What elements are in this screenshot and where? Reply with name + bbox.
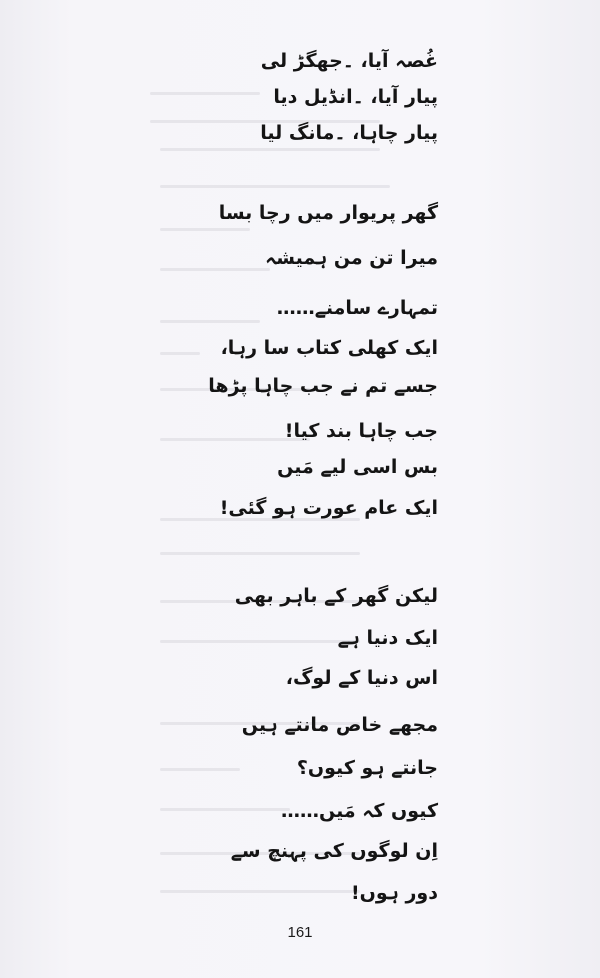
bleed-through-line	[160, 352, 200, 355]
poem-line: پیار چاہا، ۔مانگ لیا	[260, 122, 438, 144]
poem-line: اِن لوگوں کی پہنچ سے	[230, 840, 438, 862]
poem-line: میرا تن من ہمیشہ	[265, 247, 438, 269]
poem-line: بس اسی لیے مَیں	[277, 456, 438, 478]
poem-line: جسے تم نے جب چاہا پڑھا	[208, 375, 438, 397]
bleed-through-line	[160, 552, 360, 555]
bleed-through-line	[150, 92, 260, 95]
bleed-through-line	[160, 890, 360, 893]
poem-line: ایک کھلی کتاب سا رہا،	[220, 337, 438, 359]
bleed-through-line	[160, 185, 390, 188]
poem-line: مجھے خاص مانتے ہیں	[241, 714, 438, 736]
poem-line: جانتے ہو کیوں؟	[296, 757, 438, 779]
bleed-through-line	[160, 148, 380, 151]
poem-line: غُصہ آیا، ۔جھگڑ لی	[260, 50, 438, 72]
bleed-through-line	[160, 808, 290, 811]
bleed-through-line	[160, 268, 270, 271]
poem-line: اس دنیا کے لوگ،	[285, 667, 438, 689]
poem-line: لیکن گھر کے باہر بھی	[234, 585, 438, 607]
bleed-through-line	[160, 320, 260, 323]
poem-line: جب چاہا بند کیا!	[284, 420, 438, 442]
bleed-through-line	[160, 768, 240, 771]
poem-line: تمہارے سامنے……	[276, 297, 438, 319]
poem-line: ایک عام عورت ہو گئی!	[219, 497, 438, 519]
poem-line: کیوں کہ مَیں……	[281, 800, 438, 822]
page-number: 161	[287, 924, 313, 941]
poem-line: دور ہوں!	[350, 882, 438, 904]
bleed-through-line	[160, 640, 360, 643]
poem-line: ایک دنیا ہے	[337, 627, 438, 649]
poem-line: گھر پریوار میں رچا بسا	[218, 202, 438, 224]
bleed-through-line	[160, 228, 250, 231]
poem-line: پیار آیا، ۔انڈیل دیا	[273, 86, 438, 108]
